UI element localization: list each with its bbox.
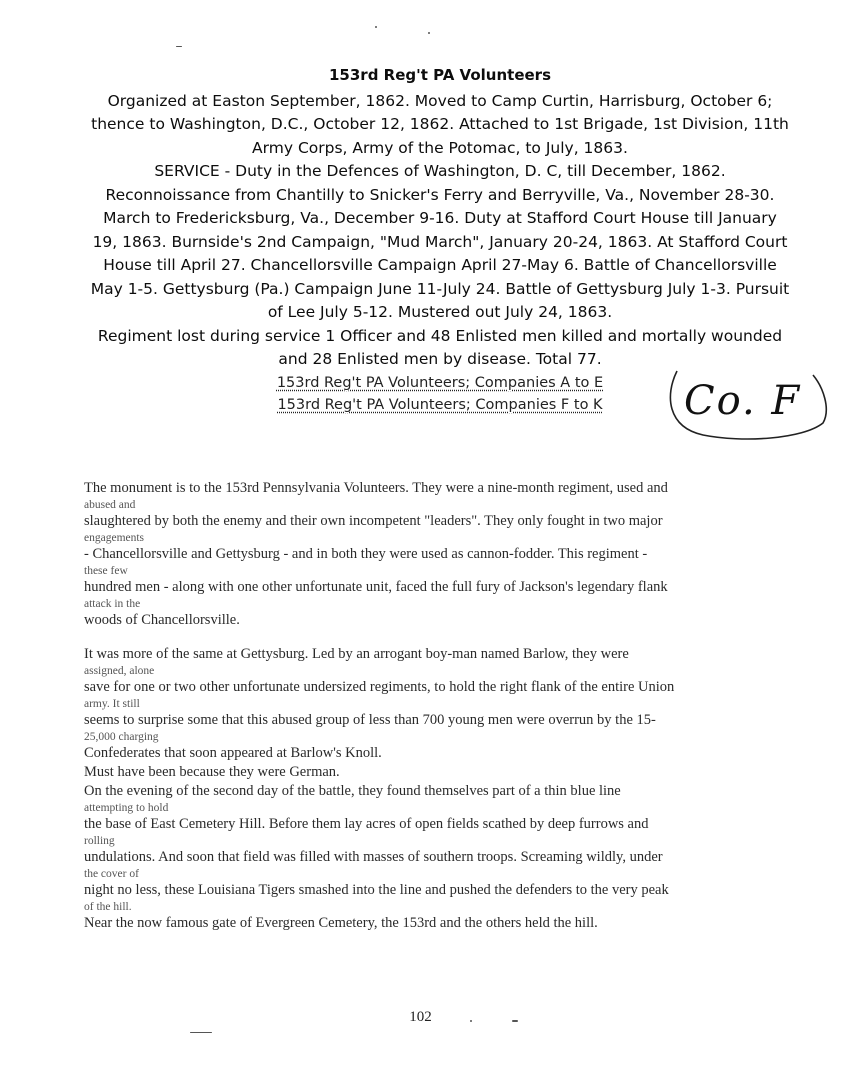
text-line: engagements xyxy=(84,532,145,544)
text-line: On the evening of the second day of the battle, they found themselves part of a thin blue line xyxy=(84,783,621,799)
text-line: The monument is to the 153rd Pennsylvania Volunteers. They were a nine-month regiment, used and xyxy=(84,480,668,496)
text-line: night no less, these Louisiana Tigers smashed into the line and pushed the defenders to the very peak xyxy=(84,882,669,898)
text-line: save for one or two other unfortunate undersized regiments, to hold the right flank of the entire Union xyxy=(84,679,675,695)
link-companies-f-to-k[interactable]: 153rd Reg't PA Volunteers; Companies F to K xyxy=(277,396,603,413)
text-line: attack in the xyxy=(84,598,141,610)
scan-speck xyxy=(375,26,377,28)
text-line: woods of Chancellorsville. xyxy=(84,612,240,628)
text-line: - Chancellorsville and Gettysburg - and in both they were used as cannon-fodder. This regiment - xyxy=(84,546,648,562)
losses-paragraph: Regiment lost during service 1 Officer and 48 Enlisted men killed and mortally wounded and 28 Enlisted men by disease. Total 77. xyxy=(97,326,783,368)
scan-speck xyxy=(470,1020,472,1022)
organization-paragraph: Organized at Easton September, 1862. Moved to Camp Curtin, Harrisburg, October 6; thence to Washington, D.C., October 12, 1862. Attached to 1st Brigade, 1st Division, 11th Army Corps, Army of the Potomac, to July, 1863. xyxy=(91,91,789,157)
text-line: attempting to hold xyxy=(84,802,169,814)
text-line: these few xyxy=(84,565,128,577)
text-line: hundred men - along with one other unfortunate unit, faced the full fury of Jackson's legendary flank xyxy=(84,579,668,595)
header-block xyxy=(90,64,790,416)
handwritten-company-note: Co. F xyxy=(684,378,802,424)
monument-text xyxy=(84,479,774,933)
text-line: undulations. And soon that field was filled with masses of southern troops. Screaming wildly, under xyxy=(84,849,663,865)
service-paragraph: SERVICE - Duty in the Defences of Washington, D. C, till December, 1862. Reconnoissance from Chantilly to Snicker's Ferry and Berryville, Va., November 28-30. March to Fredericksburg, Va., December 9-16. Duty at Stafford Court House till January 19, 1863. Burnside's 2nd Campaign, "Mud March", January 20-24, 1863. At Stafford Court House till April 27. Chancellorsville Campaign April 27-May 6. Battle of Chancellorsville May 1-5. Gettysburg (Pa.) Campaign June 11-July 24. Battle of Gettysburg July 1-3. Pursuit of Lee July 5-12. Mustered out July 24, 1863. xyxy=(90,162,790,321)
text-line: It was more of the same at Gettysburg. Led by an arrogant boy-man named Barlow, they were xyxy=(84,646,629,662)
text-line: Confederates that soon appeared at Barlow's Knoll. xyxy=(84,745,382,761)
text-line: rolling xyxy=(84,835,115,847)
scan-speck xyxy=(190,1032,212,1033)
scan-speck xyxy=(176,46,182,47)
text-line: seems to surprise some that this abused group of less than 700 young men were overrun by the 15- xyxy=(84,712,656,728)
scan-speck xyxy=(512,1020,518,1022)
text-line: Must have been because they were German. xyxy=(84,764,340,780)
text-line: assigned, alone xyxy=(84,665,155,677)
text-line: 25,000 charging xyxy=(84,731,159,743)
text-line: of the hill. xyxy=(84,901,132,913)
text-line: the cover of xyxy=(84,868,139,880)
page-title: 153rd Reg't PA Volunteers xyxy=(329,66,551,84)
text-line: the base of East Cemetery Hill. Before them lay acres of open fields scathed by deep furrows and xyxy=(84,816,649,832)
text-line: slaughtered by both the enemy and their own incompetent "leaders". They only fought in two major xyxy=(84,513,663,529)
text-line: Near the now famous gate of Evergreen Cemetery, the 153rd and the others held the hill. xyxy=(84,915,598,931)
link-companies-a-to-e[interactable]: 153rd Reg't PA Volunteers; Companies A to E xyxy=(276,374,604,391)
paragraph-gap xyxy=(84,630,774,645)
text-line: abused and xyxy=(84,499,136,511)
page-number: 102 xyxy=(409,1009,432,1025)
scan-speck xyxy=(428,32,430,34)
text-line: army. It still xyxy=(84,698,140,710)
